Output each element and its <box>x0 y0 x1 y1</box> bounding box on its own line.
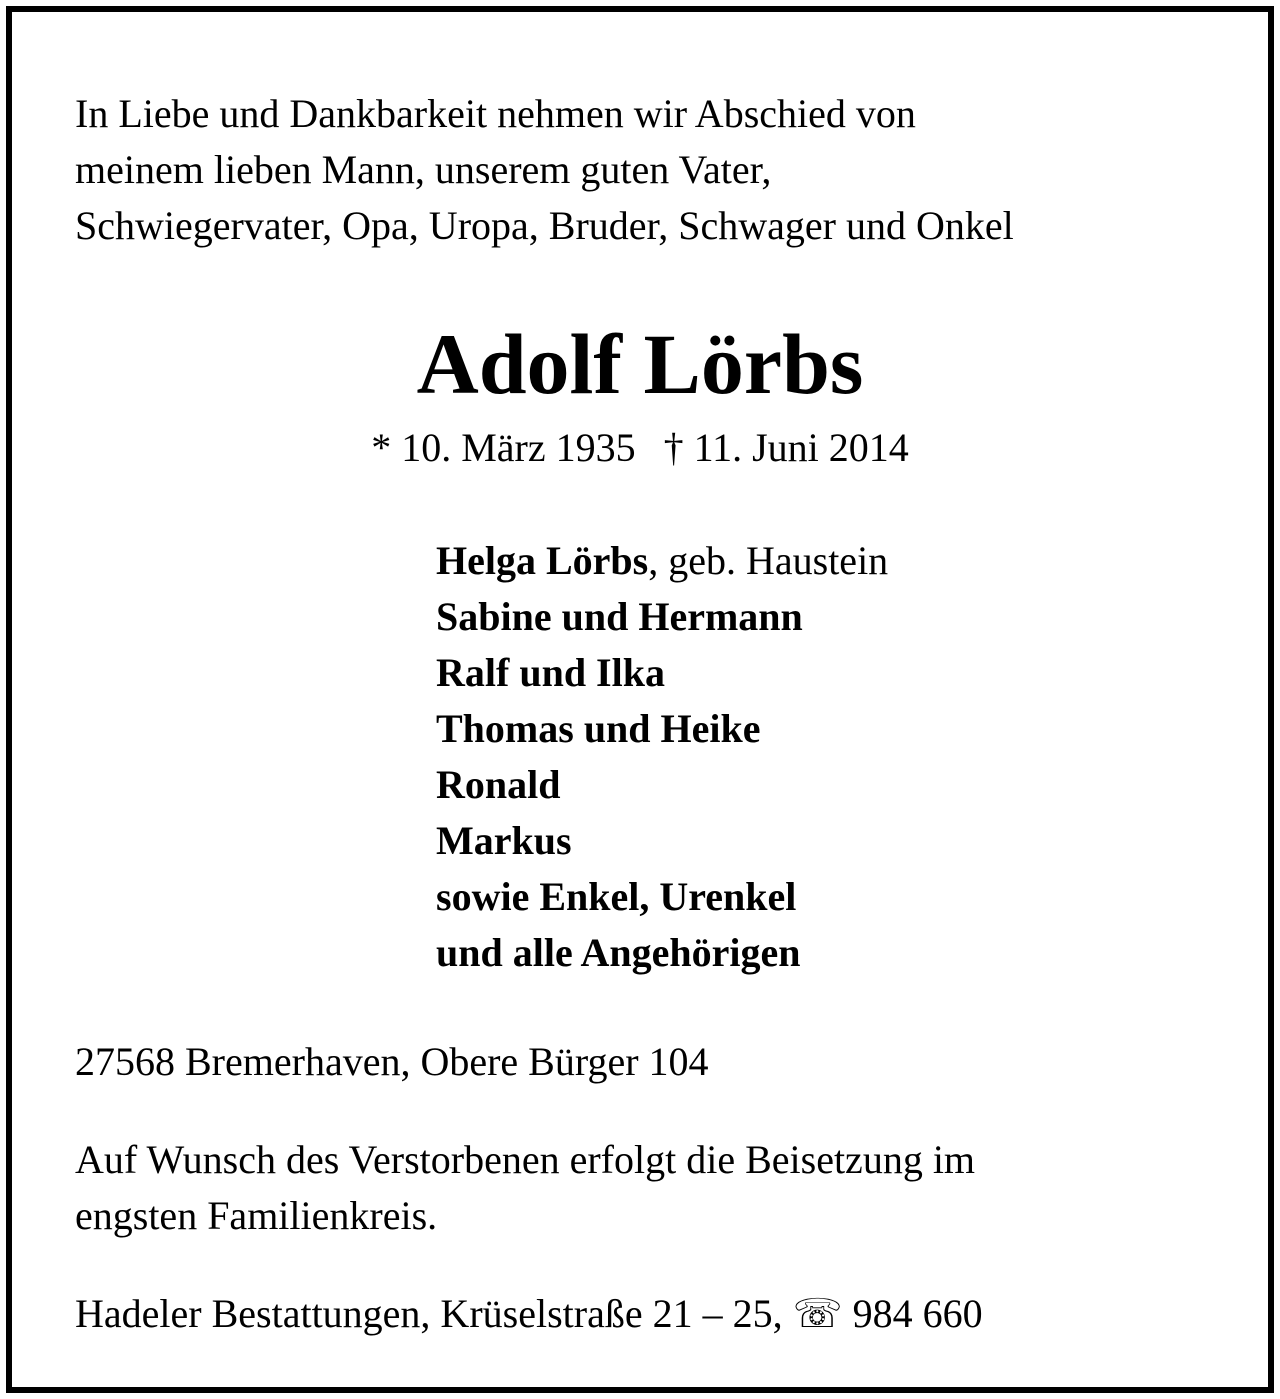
mourner-line: Markus <box>436 818 572 863</box>
intro-line: Schwiegervater, Opa, Uropa, Bruder, Schwager und Onkel <box>75 203 1014 248</box>
undertaker-info <box>75 1286 983 1342</box>
burial-line: Auf Wunsch des Verstorbenen erfolgt die Beisetzung im <box>75 1137 976 1182</box>
mourners-list <box>436 533 888 981</box>
obituary-notice <box>6 6 1274 1393</box>
undertaker-phone: 984 660 <box>852 1291 983 1336</box>
birth-date: * 10. März 1935 <box>371 425 636 470</box>
maiden-name: , geb. Haustein <box>648 538 889 583</box>
mourner-name: Helga Lörbs <box>436 538 649 583</box>
death-date: † 11. Juni 2014 <box>663 425 909 470</box>
mourner-line: Sabine und Hermann <box>436 594 803 639</box>
mourner-line: Thomas und Heike <box>436 706 761 751</box>
intro-text <box>75 86 1014 254</box>
deceased-name: Adolf Lörbs <box>416 316 864 412</box>
intro-line: meinem lieben Mann, unserem guten Vater, <box>75 147 772 192</box>
mourner-line: Ralf und Ilka <box>436 650 665 695</box>
undertaker-address: Hadeler Bestattungen, Krüselstraße 21 – 25, <box>75 1291 783 1336</box>
telephone-icon: ☏ <box>792 1291 843 1336</box>
intro-line: In Liebe und Dankbarkeit nehmen wir Abschied von <box>75 91 916 136</box>
mourner-line: und alle Angehörigen <box>436 930 801 975</box>
mourner-line: Ronald <box>436 762 561 807</box>
life-dates <box>12 420 1268 476</box>
mourner-line <box>436 533 888 589</box>
family-address: 27568 Bremerhaven, Obere Bürger 104 <box>75 1039 709 1084</box>
burial-note <box>75 1132 975 1244</box>
mourner-line: sowie Enkel, Urenkel <box>436 874 797 919</box>
burial-line: engsten Familienkreis. <box>75 1193 438 1238</box>
